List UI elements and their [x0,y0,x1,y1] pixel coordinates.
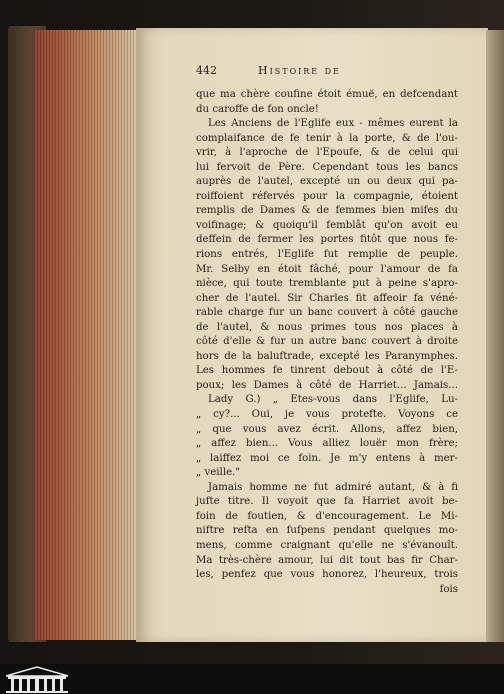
text-line: cher de l'autel. Sir Charles fit affeoir fa véné- [196,292,458,304]
text-line: voifinage; & quoiqu'il femblât qu'on avoit eu [196,219,458,231]
text-line: Mr. Selby en étoit fâché, pour l'amour de fa [196,263,458,275]
text-line: vrir, à l'aproche de l'Epoufe, & de celui qui [196,147,458,159]
text-line: Ma très-chère amour, lui dit tout bas fir Char- [196,554,458,566]
text-line: „ affez bien... Vous alliez louër mon frère; [196,438,458,450]
text-line: rable charge fur un banc couvert à côté gauche [196,307,458,319]
text-line: poux; les Dames à côté de Harriet... Jamais... [196,379,458,391]
text-line: fois [439,583,458,595]
text-line: mens, comme craignant qu'elle ne s'évanouît. [196,539,458,551]
text-line: Jamais homme ne fut admiré autant, & à fi [208,481,458,493]
text-line: côté d'elle & fur un autre banc couvert à droite [196,336,458,348]
library-building-logo [2,664,72,694]
text-line: auprès de l'autel, excepté un ou deux qui pa- [196,176,458,188]
text-line: du caroffe de fon oncle! [196,103,319,115]
text-line: nièce, qui toute tremblante put à peine s'apro- [196,278,458,290]
text-line: niftre refta en fufpens pendant quelques mo- [196,525,458,537]
text-line: Les Anciens de l'Eglife eux - mêmes eurent la [208,118,458,130]
text-line: roiffoient réfervés pour la compagnie, étoient [196,190,458,202]
facing-page-edge [486,30,504,642]
text-line: foin de foutien, & d'encouragement. Le Mi- [196,510,458,522]
text-line: complaifance de fe tenir à la porte, & de l'ou- [196,132,458,144]
text-line: hors de la baluftrade, excepté les Paranymphes. [196,350,458,362]
text-line: „ veille." [196,467,241,479]
body-text [196,88,458,597]
footer-strip [0,664,504,694]
text-line: Lady G.) „ Etes-vous dans l'Eglife, Lu- [208,394,458,406]
page-number: 442 [196,64,217,77]
text-line: de l'autel, & nous primes tous nos places à [196,321,458,333]
text-line: rions entrés, l'Eglife fut remplie de peuple. [196,249,458,261]
text-line: que ma chère coufine étoit émuë, en defcendant [196,89,458,100]
text-line: les, penfez que vous honorez, l'heureux, trois [196,569,458,581]
text-line: deffein de fermer les portes fitôt que nous fe- [196,234,458,246]
running-head [196,64,458,80]
text-line: jufte titre. Il voyoit que fa Harriet avoit be- [196,496,458,508]
text-line: Les hommes fe tinrent debout à côté de l'E- [196,365,458,377]
page-edges [34,30,138,640]
text-line: lui fervoit de Père. Cependant tous les bancs [196,161,458,173]
text-line: „ laiffez moi ce foin. Je m'y entens à mer- [196,452,458,464]
running-title: Histoire de [258,64,341,77]
text-line: „ cy?... Oui, je vous protefte. Voyons ce [196,409,458,421]
text-line: „ que vous avez écrit. Allons, affez bien, [196,423,458,435]
text-line: remplis de Dames & de femmes bien mifes du [196,205,458,217]
